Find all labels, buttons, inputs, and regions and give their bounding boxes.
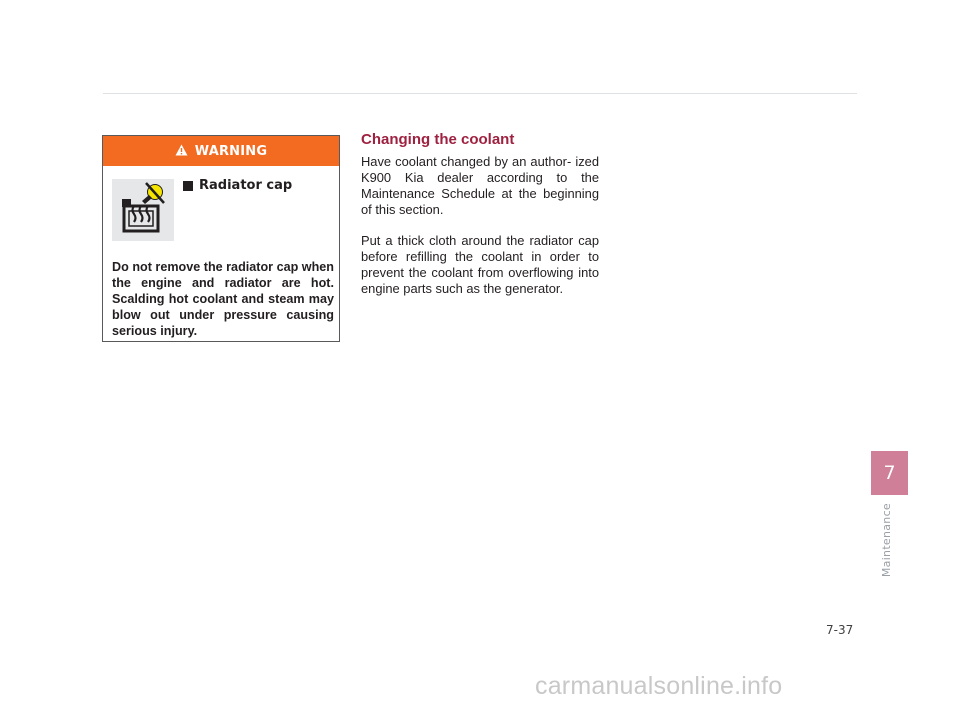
watermark: carmanualsonline.info: [535, 672, 783, 700]
radiator-cap-hazard-icon: [112, 179, 174, 241]
warning-header: [103, 136, 339, 166]
bullet-square-icon: [183, 181, 193, 191]
section-paragraph-1: Have coolant changed by an author- ized K900 Kia dealer according to the Maintenance Schedule at the beginning of this section.: [361, 154, 599, 217]
warning-label: WARNING: [194, 143, 268, 159]
chapter-tab: [871, 451, 908, 495]
section-title: Changing the coolant: [361, 131, 515, 148]
warning-subheading-text: Radiator cap: [199, 178, 293, 193]
chapter-name-container: [879, 503, 893, 579]
page-number: 7-37: [826, 623, 854, 637]
chapter-number: 7: [883, 462, 896, 484]
warning-body-text: Do not remove the radiator cap when the engine and radiator are hot. Scalding hot coolant and steam may blow out under pressure causing serious injury.: [112, 260, 334, 338]
top-divider: [103, 93, 857, 94]
section-paragraph-2: Put a thick cloth around the radiator cap before refilling the coolant in order to prevent the coolant from overflowing into engine parts such as the generator.: [361, 233, 599, 296]
warning-triangle-icon: [175, 144, 188, 160]
chapter-name: Maintenance: [879, 503, 893, 578]
warning-box: [102, 135, 340, 342]
warning-subheading: [183, 178, 292, 193]
